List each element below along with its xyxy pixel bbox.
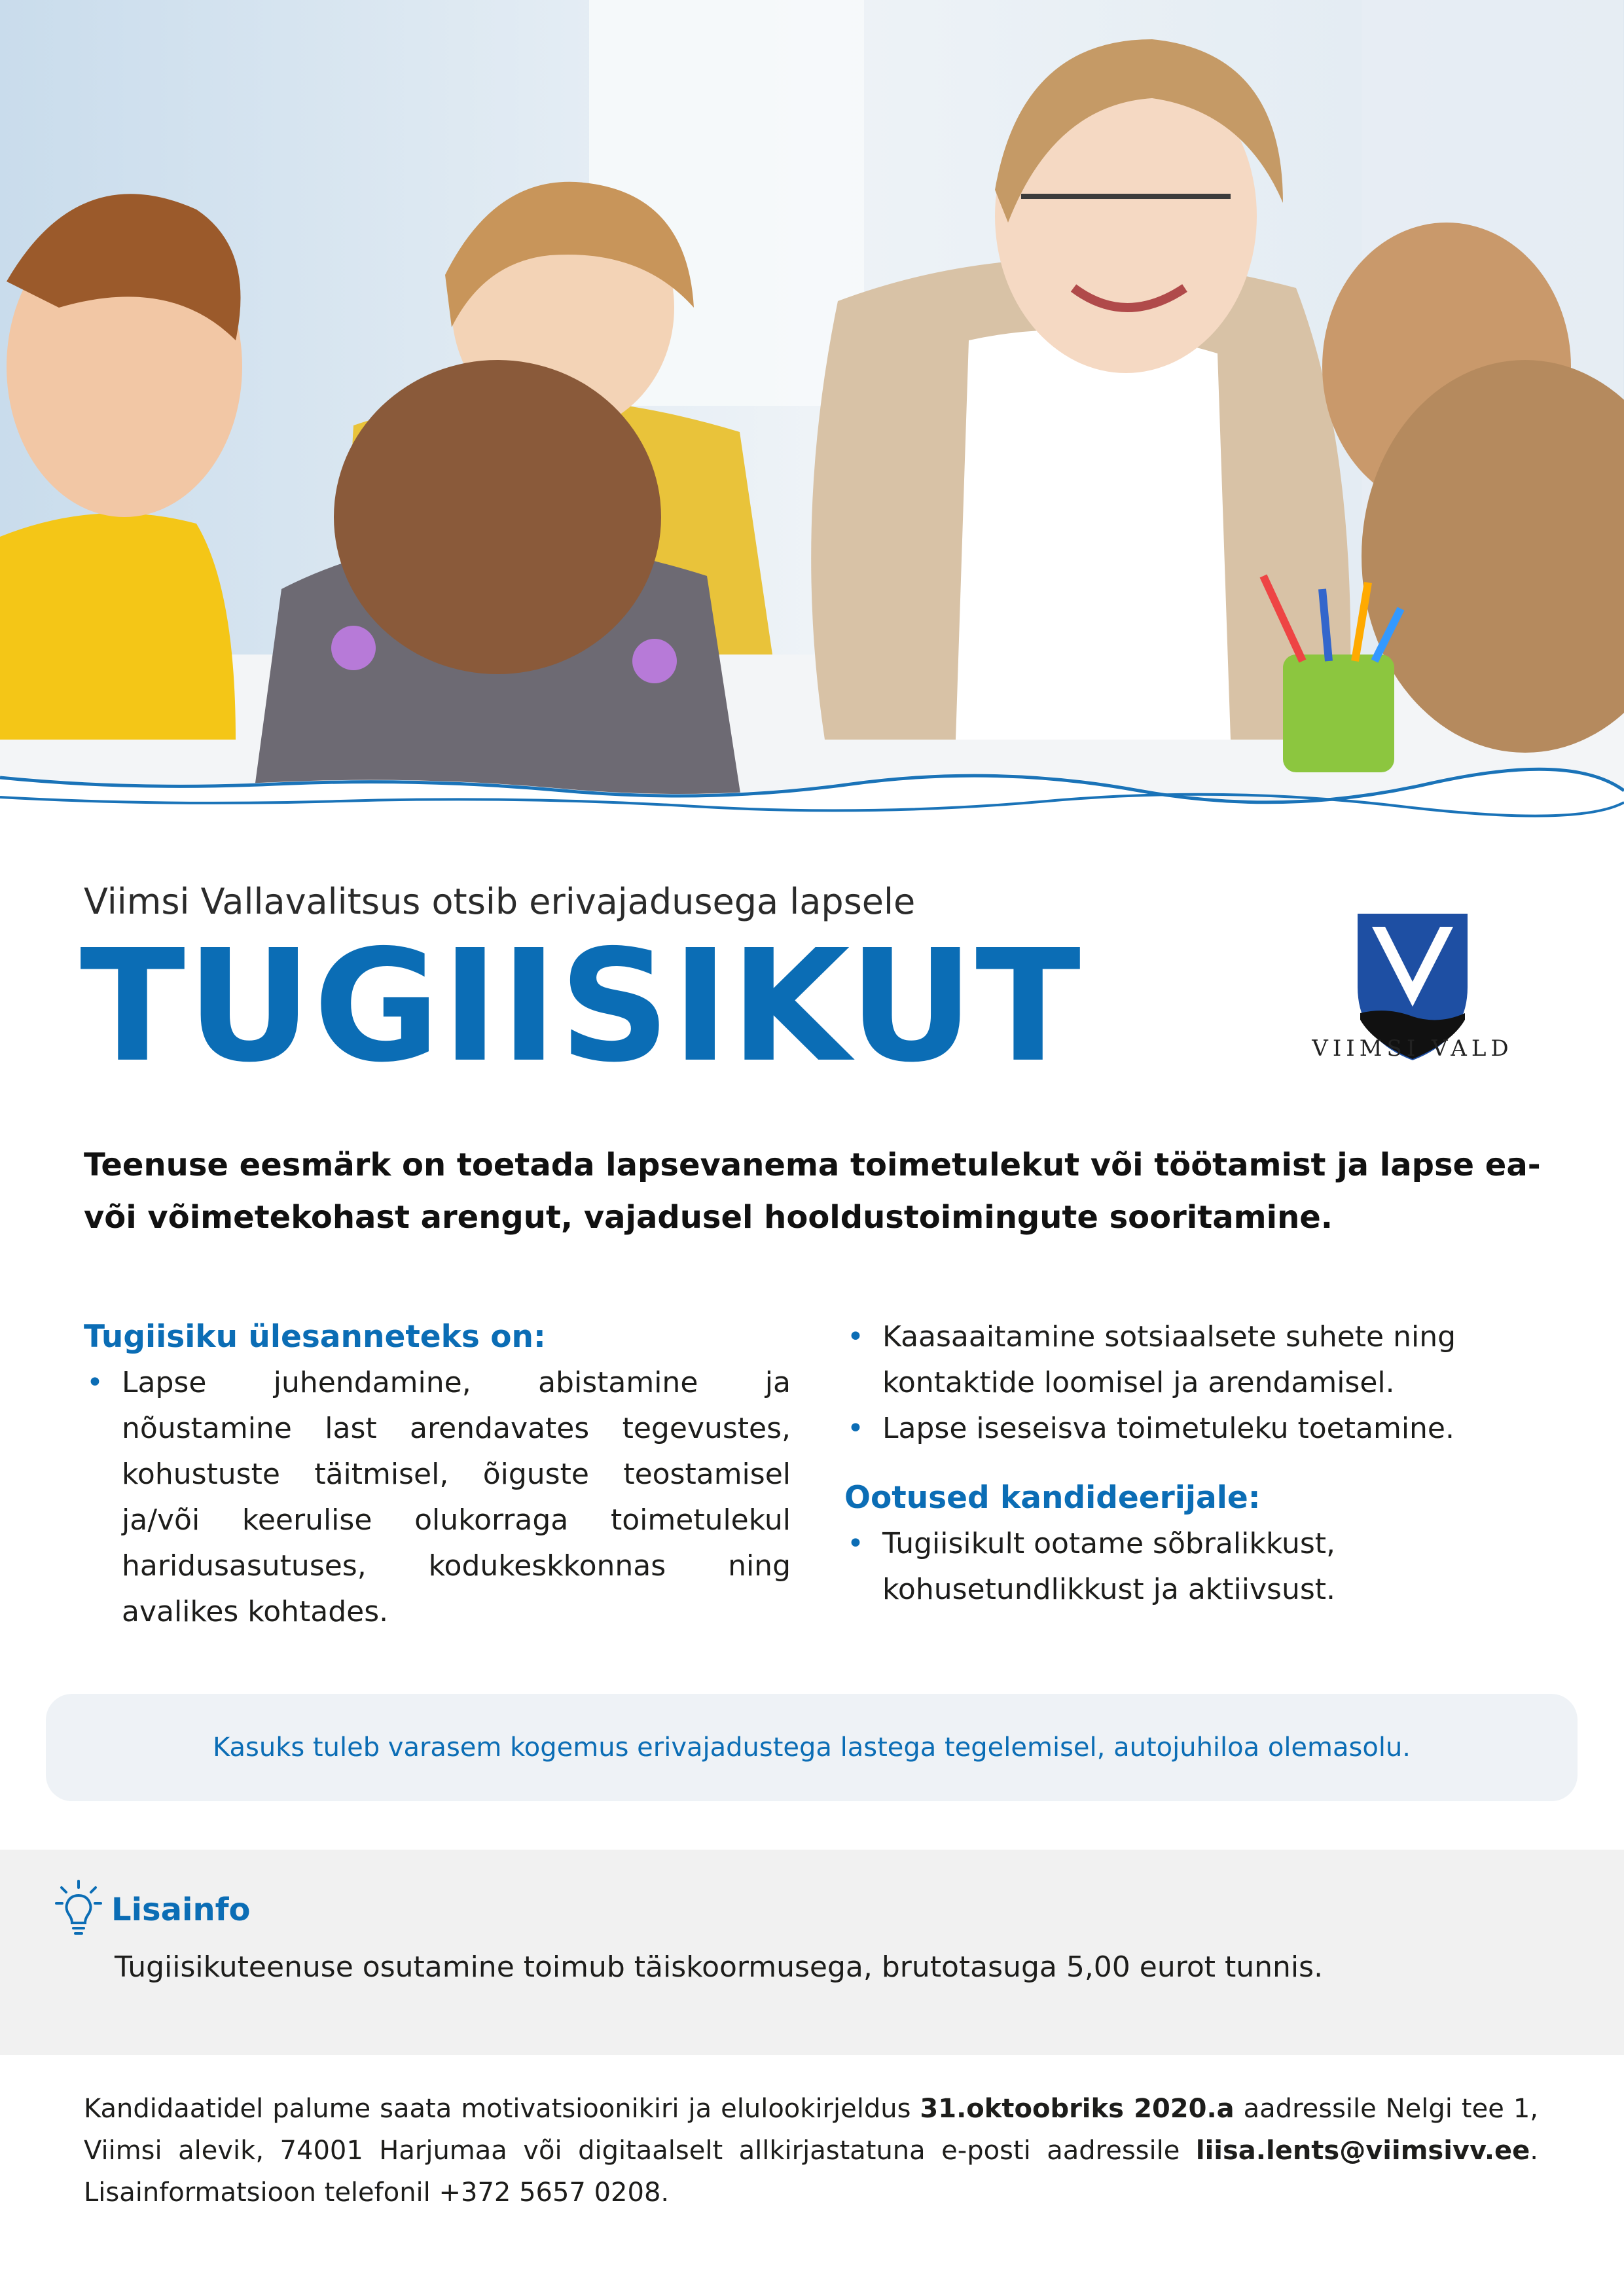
duties-section bbox=[84, 1314, 791, 1635]
deadline: 31.oktoobriks 2020.a bbox=[920, 2094, 1235, 2124]
contact-text-3: . Lisainformatsioon telefonil +372 5657 0208. bbox=[84, 2136, 1538, 2208]
email-link[interactable]: liisa.lents@viimsivv.ee bbox=[1195, 2136, 1530, 2166]
info-title: Lisainfo bbox=[111, 1892, 251, 1928]
duties-continued-section bbox=[844, 1314, 1558, 1613]
duties-list-continued bbox=[844, 1314, 1558, 1452]
note-text: Kasuks tuleb varasem kogemus erivajadustega lastega tegelemisel, autojuhiloa olemasolu. bbox=[212, 1732, 1411, 1763]
contact-paragraph bbox=[84, 2088, 1538, 2214]
duties-heading: Tugiisiku ülesanneteks on: bbox=[84, 1319, 546, 1355]
info-text: Tugiisikuteenuse osutamine toimub täiskoormusega, brutotasuga 5,00 eurot tunnis. bbox=[115, 1950, 1324, 1984]
contact-text-1: Kandidaatidel palume saata motivatsioonikiri ja elulookirjeldus bbox=[84, 2094, 920, 2124]
expectations-heading: Ootused kandideerijale: bbox=[844, 1480, 1261, 1516]
lightbulb-icon bbox=[54, 1878, 103, 1937]
expectations-list bbox=[844, 1521, 1558, 1613]
hero-photo bbox=[0, 0, 1624, 831]
contact-text-2: aadressile Nelgi tee 1, Viimsi alevik, 74001 Harjumaa või digitaalselt allkirjastatuna e-posti aadressile bbox=[84, 2094, 1538, 2166]
logo-text: VIIMSI VALD bbox=[1312, 1035, 1513, 1062]
page-subtitle: Viimsi Vallavalitsus otsib erivajadusega lapsele bbox=[84, 881, 916, 922]
lead-paragraph: Teenuse eesmärk on toetada lapsevanema toimetulekut või töötamist ja lapse ea- või võimetekohast arengut, vajadusel hooldustoimingute sooritamine. bbox=[84, 1147, 1541, 1236]
duties-list bbox=[84, 1360, 791, 1635]
page-title: TUGIISIKUT bbox=[80, 916, 1083, 1096]
list-item: • Kaasaaitamine sotsiaalsete suhete ning kontaktide loomisel ja arendamisel. bbox=[844, 1314, 1558, 1406]
list-item: • Tugiisikult ootame sõbralikkust, kohusetundlikkust ja aktiivsust. bbox=[844, 1521, 1558, 1613]
list-item: • Lapse iseseisva toimetuleku toetamine. bbox=[844, 1406, 1558, 1452]
list-item: • Lapse juhendamine, abistamine ja nõustamine last arendavates tegevustes, kohustuste täitmisel, õiguste teostamisel ja/või keerulise olukorraga toimetulekul haridusasutuses, kodukeskkonnas ning avalikes kohtades. bbox=[84, 1360, 791, 1635]
